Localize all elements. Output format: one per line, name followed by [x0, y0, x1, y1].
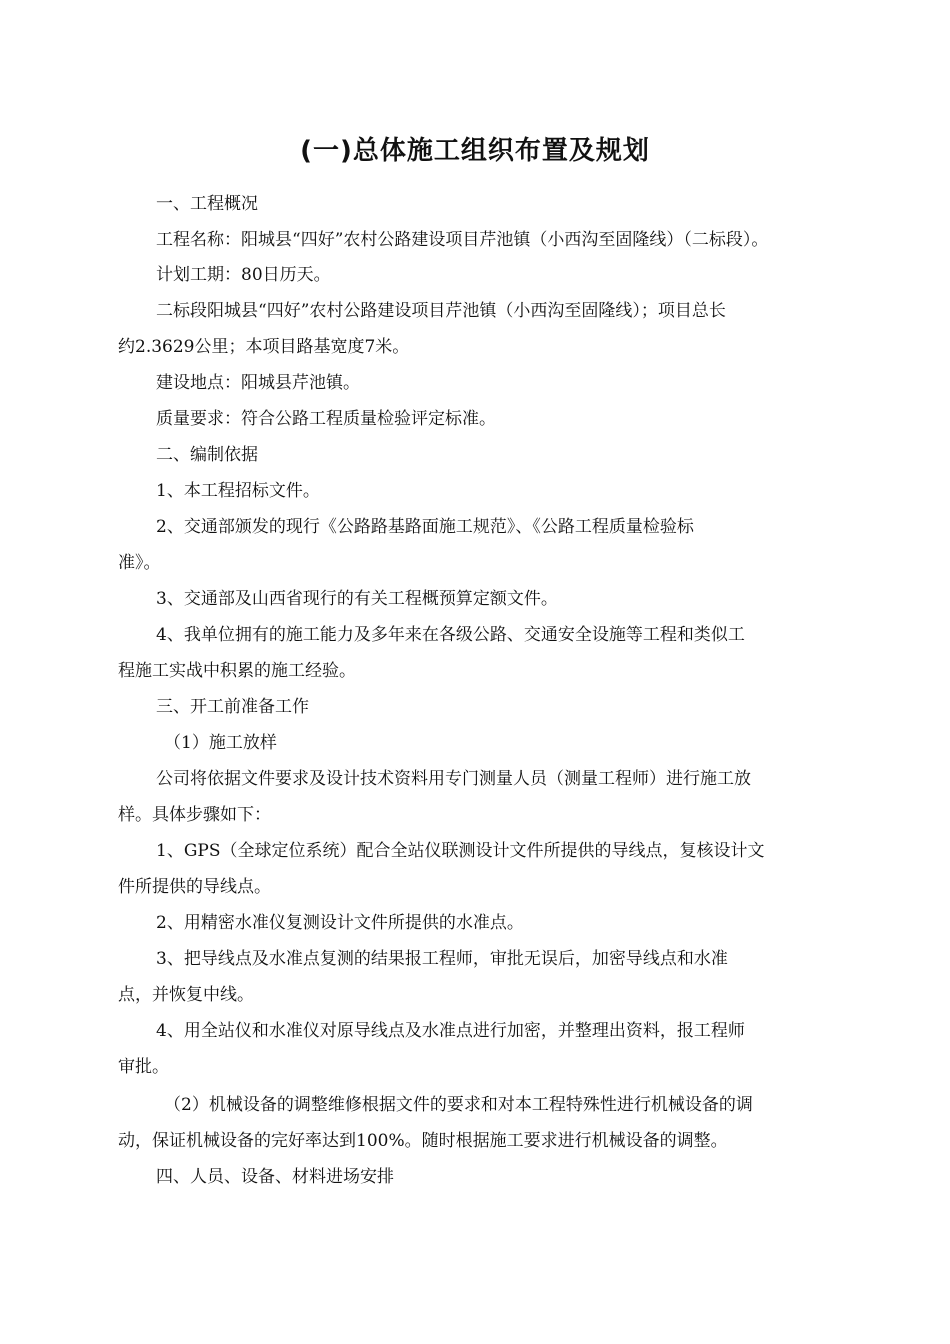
list-item-step-3-cont: 点，并恢复中线。 — [118, 985, 254, 1005]
paragraph-section-scope: 二标段阳城县“四好”农村公路建设项目芹池镇（小西沟至固隆线）；项目总长 — [156, 301, 726, 321]
section-heading-mobilization: 四、人员、设备、材料进场安排 — [156, 1167, 394, 1187]
paragraph-section-scope-cont: 约2.3629公里；本项目路基宽度7米。 — [118, 337, 410, 357]
paragraph-staking: 公司将依据文件要求及设计技术资料用专门测量人员（测量工程师）进行施工放 — [156, 769, 751, 789]
list-item-basis-3: 3、交通部及山西省现行的有关工程概预算定额文件。 — [156, 589, 558, 609]
paragraph-quality: 质量要求：符合公路工程质量检验评定标准。 — [156, 409, 496, 429]
section-heading-preparation: 三、开工前准备工作 — [156, 697, 309, 717]
paragraph-project-name: 工程名称：阳城县“四好”农村公路建设项目芹池镇（小西沟至固隆线）（二标段）。 — [156, 230, 769, 250]
paragraph-staking-cont: 样。具体步骤如下： — [118, 805, 271, 825]
paragraph-schedule: 计划工期：80日历天。 — [156, 265, 331, 285]
list-item-basis-4: 4、我单位拥有的施工能力及多年来在各级公路、交通安全设施等工程和类似工 — [156, 625, 745, 645]
list-item-basis-2: 2、交通部颁发的现行《公路路基路面施工规范》、《公路工程质量检验标 — [156, 517, 694, 537]
section-heading-basis: 二、编制依据 — [156, 445, 258, 465]
list-item-step-1: 1、GPS（全球定位系统）配合全站仪联测设计文件所提供的导线点，复核设计文 — [156, 841, 765, 861]
list-item-step-1-cont: 件所提供的导线点。 — [118, 877, 271, 897]
list-item-step-4-cont: 审批。 — [118, 1057, 169, 1077]
section-heading-overview: 一、工程概况 — [156, 194, 258, 214]
list-item-basis-2-cont: 准》。 — [118, 553, 161, 573]
paragraph-equipment: （2）机械设备的调整维修根据文件的要求和对本工程特殊性进行机械设备的调 — [164, 1095, 753, 1115]
list-item-basis-4-cont: 程施工实战中积累的施工经验。 — [118, 661, 356, 681]
paragraph-location: 建设地点：阳城县芹池镇。 — [156, 373, 360, 393]
page-title: (一)总体施工组织布置及规划 — [300, 136, 650, 166]
list-item-step-3: 3、把导线点及水准点复测的结果报工程师，审批无误后，加密导线点和水准 — [156, 949, 728, 969]
subheading-staking: （1）施工放样 — [164, 733, 277, 753]
paragraph-equipment-cont: 动，保证机械设备的完好率达到100%。随时根据施工要求进行机械设备的调整。 — [118, 1131, 728, 1151]
list-item-step-4: 4、用全站仪和水准仪对原导线点及水准点进行加密，并整理出资料，报工程师 — [156, 1021, 745, 1041]
list-item-step-2: 2、用精密水准仪复测设计文件所提供的水准点。 — [156, 913, 524, 933]
list-item-basis-1: 1、本工程招标文件。 — [156, 481, 320, 501]
